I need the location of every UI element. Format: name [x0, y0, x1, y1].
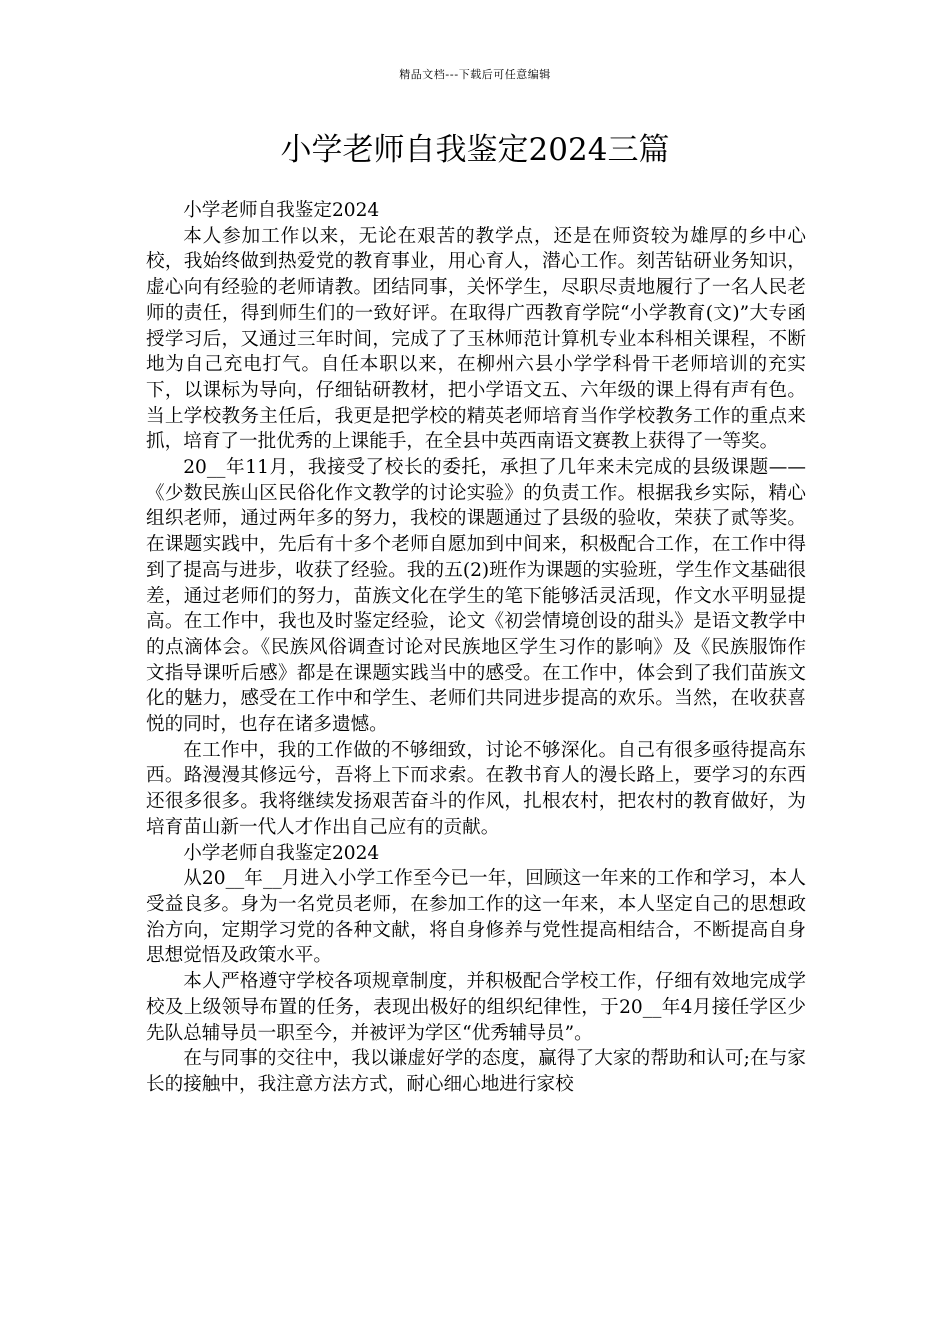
body-paragraph: 本人参加工作以来，无论在艰苦的教学点，还是在师资较为雄厚的乡中心校，我始终做到热爱党的教育事业，用心育人，潜心工作。刻苦钻研业务知识，虚心向有经验的老师请教。团结同事，关怀学生，尽职尽责地履行了一名人民老师的责任，得到师生们的一致好评。在取得广西教育学院“小学教育(文)”大专函授学习后，又通过三年时间，完成了了玉林师范计算机专业本科相关课程，不断地为自己充电打气。自任本职以来，在柳州六县小学学科骨干老师培训的充实下，以课标为导向，仔细钻研教材，把小学语文五、六年级的课上得有声有色。当上学校教务主任后，我更是把学校的精英老师培育当作学校教务工作的重点来抓，培育了一批优秀的上课能手，在全县中英西南语文赛教上获得了一等奖。: [146, 225, 806, 453]
body-paragraph: 在工作中，我的工作做的不够细致，讨论不够深化。自己有很多亟待提高东西。路漫漫其修远兮，吾将上下而求索。在教书育人的漫长路上，要学习的东西还很多很多。我将继续发扬艰苦奋斗的作风，扎根农村，把农村的教育做好，为培育苗山新一代人才作出自己应有的贡献。: [146, 739, 806, 838]
section-heading: 小学老师自我鉴定2024: [183, 842, 380, 864]
document-title: 小学老师自我鉴定2024三篇: [280, 132, 670, 168]
document-body: [146, 198, 806, 1098]
body-paragraph: 本人严格遵守学校各项规章制度，并积极配合学校工作，仔细有效地完成学校及上级领导布置的任务，表现出极好的组织纪律性，于20__年4月接任学区少先队总辅导员一职至今，并被评为学区“优秀辅导员”。: [146, 971, 806, 1044]
body-paragraph: 20__年11月，我接受了校长的委托，承担了几年来未完成的县级课题——《少数民族山区民俗化作文教学的讨论实验》的负责工作。根据我乡实际，精心组织老师，通过两年多的努力，我校的课题通过了县级的验收，荣获了贰等奖。在课题实践中，先后有十多个老师自愿加到中间来，积极配合工作，在工作中得到了提高与进步，收获了经验。我的五(2)班作为课题的实验班，学生作文基础很差，通过老师们的努力，苗族文化在学生的笔下能够活灵活现，作文水平明显提高。在工作中，我也及时鉴定经验，论文《初尝情境创设的甜头》是语文教学中的点滴体会。《民族风俗调查讨论对民族地区学生习作的影响》及《民族服饰作文指导课听后感》都是在课题实践当中的感受。在工作中，体会到了我们苗族文化的魅力，感受在工作中和学生、老师们共同进步提高的欢乐。当然，在收获喜悦的同时，也存在诸多遗憾。: [146, 457, 806, 736]
section-heading: 小学老师自我鉴定2024: [183, 200, 380, 221]
body-paragraph: 在与同事的交往中，我以谦虚好学的态度，赢得了大家的帮助和认可;在与家长的接触中，我注意方法方式，耐心细心地进行家校: [146, 1048, 806, 1095]
page-header-note: 精品文档---下载后可任意编辑: [399, 68, 551, 81]
body-paragraph: 从20__年__月进入小学工作至今已一年，回顾这一年来的工作和学习，本人受益良多。身为一名党员老师，在参加工作的这一年来，本人坚定自己的思想政治方向，定期学习党的各种文献，将自身修养与党性提高相结合，不断提高自身思想觉悟及政策水平。: [146, 868, 806, 967]
